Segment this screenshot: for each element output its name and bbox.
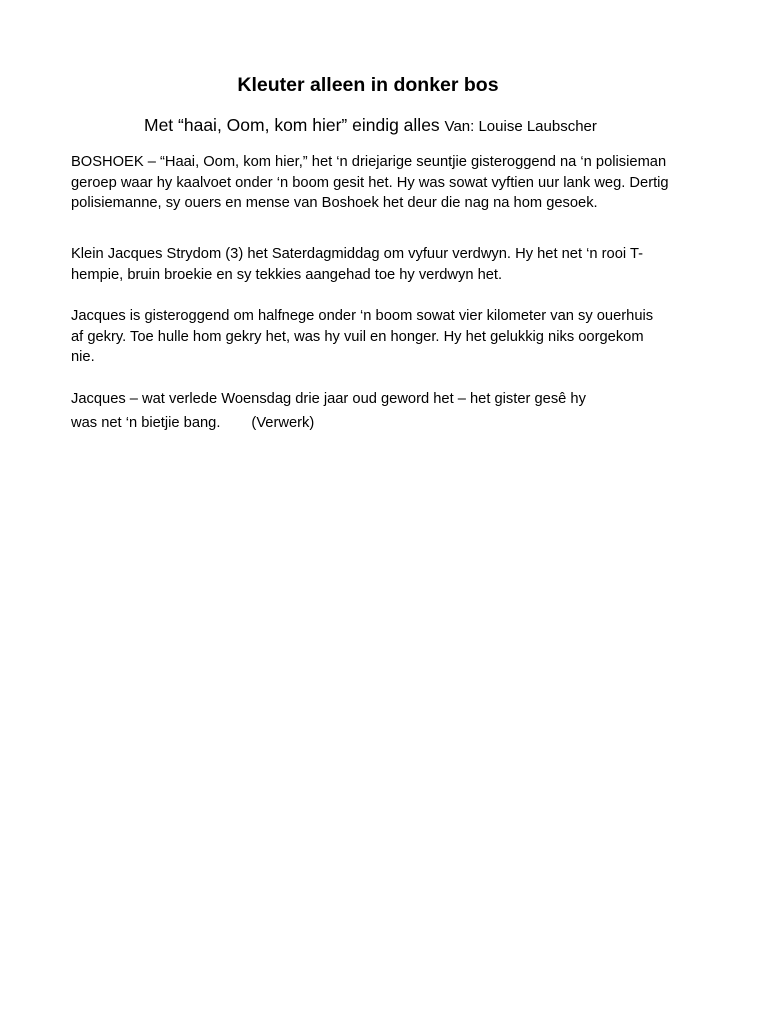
paragraph-2	[71, 244, 711, 285]
paragraph-line: Jacques – wat verlede Woensdag drie jaar oud geword het – het gister gesê hy	[71, 391, 586, 407]
article-subtitle: Met “haai, Oom, kom hier” eindig alles	[144, 115, 440, 135]
paragraph-line: BOSHOEK – “Haai, Oom, kom hier,” het ‘n driejarige seuntjie gisteroggend na ‘n polisieman	[71, 154, 667, 170]
paragraph-line: hempie, bruin broekie en sy tekkies aangehad toe hy verdwyn het.	[71, 266, 503, 283]
paragraph-line: geroep waar hy kaalvoet onder ‘n boom gesit het. Hy was sowat vyftien uur lank weg. Dertig	[71, 174, 669, 191]
paragraph-3	[71, 306, 711, 368]
article-byline: Van: Louise Laubscher	[444, 118, 597, 135]
paragraph-line: af gekry. Toe hulle hom gekry het, was hy vuil en honger. Hy het gelukkig niks oorgekom	[71, 328, 644, 345]
paragraph-line: nie.	[71, 349, 95, 365]
paragraph-line: Jacques is gisteroggend om halfnege onder ‘n boom sowat vier kilometer van sy ouerhuis	[71, 308, 654, 324]
source-note: (Verwerk)	[251, 414, 315, 431]
paragraph-4	[71, 389, 711, 433]
paragraph-1	[71, 152, 711, 214]
paragraph-last-line	[71, 413, 711, 434]
paragraph-line: polisiemanne, sy ouers en mense van Boshoek het deur die nag na hom gesoek.	[71, 195, 598, 211]
paragraph-line: Klein Jacques Strydom (3) het Saterdagmiddag om vyfuur verdwyn. Hy het net ‘n rooi T-	[71, 246, 643, 262]
article-subtitle-line	[144, 113, 597, 139]
article-title: Kleuter alleen in donker bos	[237, 74, 499, 96]
paragraph-line: was net ‘n bietjie bang.	[71, 414, 221, 431]
